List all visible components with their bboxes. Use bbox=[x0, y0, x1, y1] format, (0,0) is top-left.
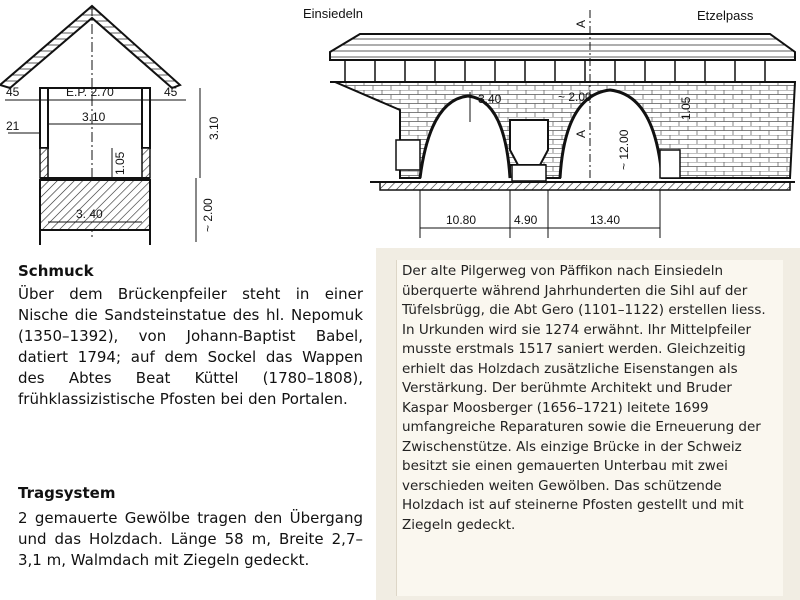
elevation-roof bbox=[330, 34, 795, 60]
heading-schmuck: Schmuck bbox=[18, 262, 94, 280]
right-column bbox=[376, 248, 800, 600]
dim-depth: ~ 2.00 bbox=[201, 198, 215, 232]
dim-base-width: 3. 40 bbox=[76, 207, 103, 221]
dim-arch-height: 3.40 bbox=[478, 92, 502, 106]
dim-ep-width: E.P. 2.70 bbox=[66, 85, 114, 99]
text-tragsystem: 2 gemauerte Gewölbe tragen den Übergang und das Holzdach. Länge 58 m, Breite 2,7–3,1 m, Walmdach mit Ziegeln gedeckt. bbox=[18, 509, 363, 569]
heading-tragsystem: Tragsystem bbox=[18, 484, 116, 502]
drawing-canvas bbox=[0, 0, 800, 245]
dim-span-left: 10.80 bbox=[446, 213, 477, 227]
dim-right-height: 1.05 bbox=[679, 96, 693, 120]
dim-right-offset: 45 bbox=[164, 85, 178, 99]
section-marker-top: A bbox=[574, 19, 588, 28]
dim-span-middle: 4.90 bbox=[514, 213, 538, 227]
elevation bbox=[303, 6, 795, 238]
place-etzelpass: Etzelpass bbox=[697, 8, 754, 23]
place-einsiedeln: Einsiedeln bbox=[303, 6, 363, 21]
history-card bbox=[396, 260, 783, 596]
dim-top: ~ 2.00 bbox=[558, 90, 592, 104]
dim-left-offset: 45 bbox=[6, 85, 20, 99]
dim-pier-height: ~ 12.00 bbox=[617, 129, 631, 170]
dim-height-105: 1.05 bbox=[113, 151, 127, 175]
central-pier bbox=[510, 120, 548, 165]
left-column bbox=[0, 248, 376, 600]
dim-height-21: 21 bbox=[6, 119, 20, 133]
dim-width-310: 3.10 bbox=[82, 110, 106, 124]
bridge-drawing bbox=[0, 0, 800, 245]
cross-roof bbox=[0, 6, 180, 88]
dim-height-310: 3.10 bbox=[207, 116, 221, 140]
cross-section bbox=[0, 6, 221, 245]
history-text: Der alte Pilgerweg von Päffikon nach Einsiedeln überquerte während Jahrhunderten die Sihl auf der Tüfelsbrügg, die Abt Gero (1101–1122) erstellen liess. In Urkunden wird sie 1274 erwähnt. Ihr Mittelpfeiler musste erstmals 1517 saniert werden. Gleichzeitig erhielt das Holzdach zusätzliche Eisenstangen als Verstärkung. Der berühmte Architekt und Bruder Kaspar Moosberger (1656–1721) leitete 1699 umfangreiche Reparaturen sowie die Erneuerung der Zwischenstütze. Als einzige Brücke in der Schweiz besitzt sie einen gemauerten Unterbau mit zwei verschieden weiten Gewölben. Das schützende Holzdach ist auf steinerne Pfosten gestellt und mit Ziegeln gedeckt. bbox=[402, 263, 766, 533]
text-schmuck: Über dem Brückenpfeiler steht in einer Nische die Sandsteinstatue des hl. Nepomuk (1350–1392), von Johann-Baptist Babel, datiert 1794; auf dem Sockel das Wappen des Abtes Beat Küttel (1780–1808), frühklassizistische Pfosten bei den Portalen. bbox=[18, 285, 363, 408]
dim-span-right: 13.40 bbox=[590, 213, 621, 227]
section-marker-bottom: A bbox=[574, 129, 588, 138]
